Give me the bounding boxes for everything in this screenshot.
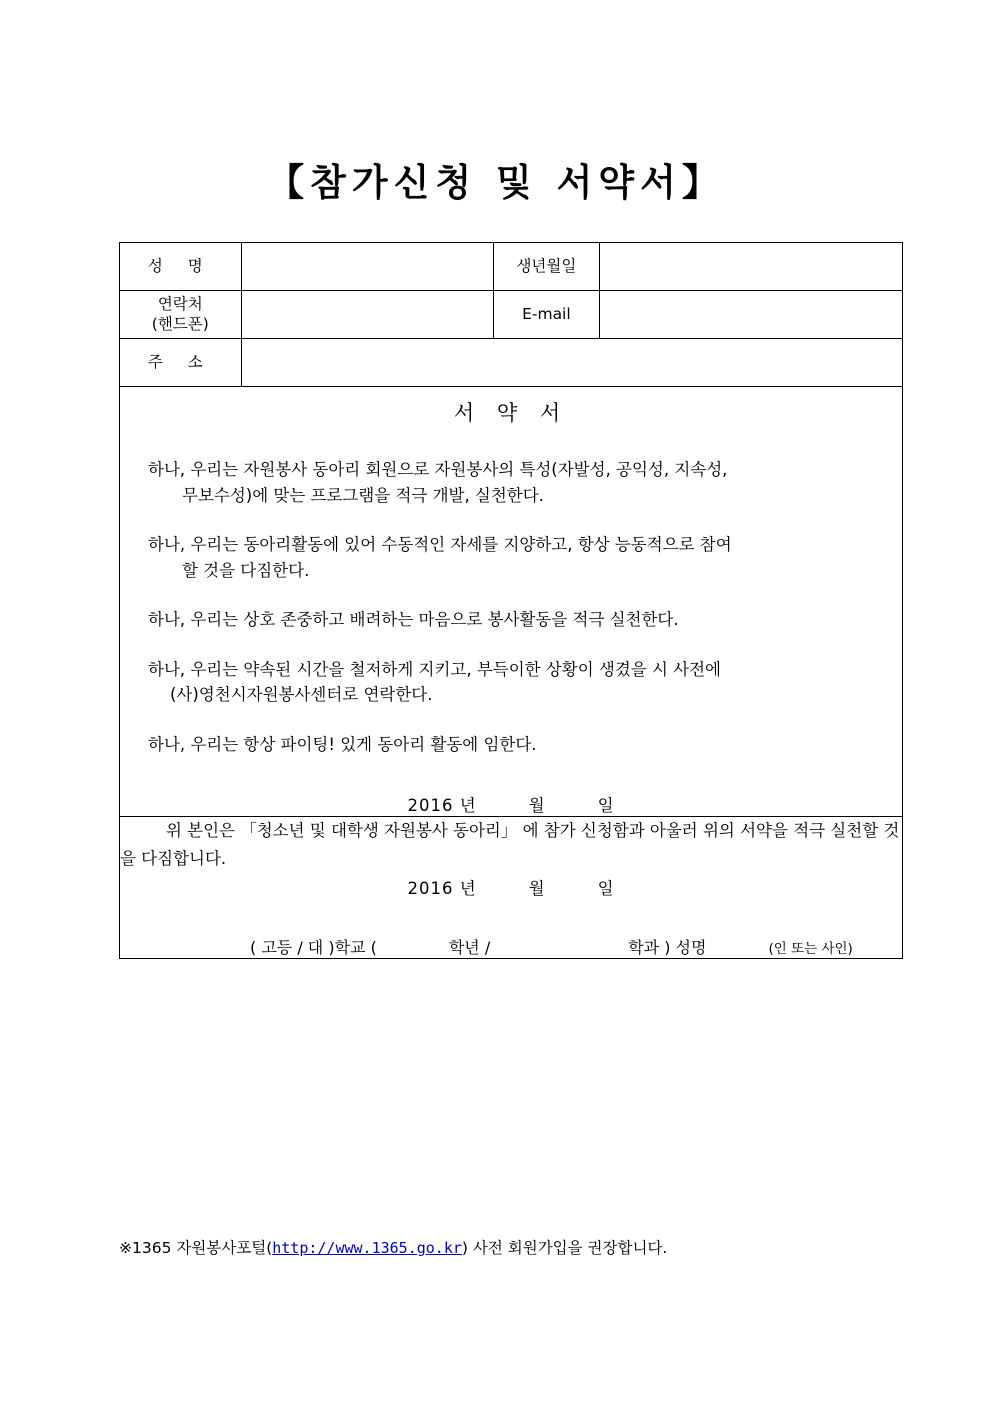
pledge-section: [120, 816, 903, 958]
table-row: [120, 339, 903, 387]
pledge-date-month: 월: [528, 878, 546, 898]
name-label: 성 명: [120, 243, 242, 291]
volunteer-portal-link[interactable]: http://www.1365.go.kr: [272, 1239, 462, 1257]
list-item: [148, 607, 862, 633]
phone-label-line1: 연락처: [157, 295, 203, 314]
pledge-date-day: 일: [597, 878, 615, 898]
oath-section-row: [120, 387, 903, 817]
name-input[interactable]: [241, 243, 493, 291]
signature-row: [120, 935, 902, 958]
footnote-suffix: ) 사전 회원가입을 권장합니다.: [461, 1239, 668, 1257]
oath-section: [120, 387, 903, 817]
phone-input[interactable]: [241, 291, 493, 339]
oath-date-day: 일: [597, 795, 615, 815]
footnote: [119, 1236, 667, 1258]
birthdate-label: 생년월일: [493, 243, 600, 291]
address-label: 주 소: [120, 339, 242, 387]
oath-item-line2: 무보수성)에 맞는 프로그램을 적극 개발, 실천한다.: [182, 485, 544, 505]
email-input[interactable]: [600, 291, 903, 339]
oath-item-line1: 하나, 우리는 항상 파이팅! 있게 동아리 활동에 임한다.: [148, 734, 537, 754]
list-item: [148, 657, 862, 708]
applicant-info-table: [119, 242, 903, 959]
oath-item-line1: 하나, 우리는 약속된 시간을 철저하게 지키고, 부득이한 상황이 생겼을 시 사전에: [148, 659, 721, 679]
oath-heading: 서 약 서: [453, 401, 569, 425]
list-item: [148, 732, 862, 758]
address-input[interactable]: [241, 339, 902, 387]
table-row: [120, 243, 903, 291]
school-field-label[interactable]: ( 고등 / 대 )학교 (: [250, 937, 377, 957]
pledge-text-line1: 위 본인은 「청소년 및 대학생 자원봉사 동아리」 에 참가 신청함과 아울러 위의 서약을: [166, 820, 788, 840]
footnote-prefix: ※1365 자원봉사포털(: [119, 1239, 273, 1257]
grade-field-label[interactable]: 학년 /: [448, 937, 491, 957]
phone-label-line2: (핸드폰): [151, 314, 209, 333]
phone-label: [120, 291, 242, 339]
pledge-date-line: [120, 875, 902, 899]
oath-item-line2: (사)영천시자원봉사센터로 연락한다.: [170, 685, 433, 705]
oath-date-line: [120, 792, 902, 816]
list-item: [148, 532, 862, 583]
pledge-date-year: 2016 년: [407, 878, 477, 898]
oath-item-line1: 하나, 우리는 자원봉사 동아리 회원으로 자원봉사의 특성(자발성, 공익성, 지속성,: [148, 460, 728, 479]
pledge-text-line2: 적극 실천할 것을 다짐합니다.: [120, 820, 900, 868]
oath-date-month: 월: [528, 795, 546, 815]
list-item: [148, 457, 862, 508]
oath-item-line2: 할 것을 다짐한다.: [182, 560, 310, 580]
seal-label: (인 또는 사인): [768, 940, 853, 957]
oath-item-line1: 하나, 우리는 상호 존중하고 배려하는 마음으로 봉사활동을 적극 실천한다.: [148, 610, 679, 630]
table-row: [120, 291, 903, 339]
department-field-label[interactable]: 학과 ) 성명: [628, 937, 707, 957]
pledge-text: [120, 817, 902, 873]
pledge-section-row: [120, 816, 903, 958]
oath-date-year: 2016 년: [407, 795, 477, 815]
oath-list: [120, 457, 902, 758]
oath-item-line1: 하나, 우리는 동아리활동에 있어 수동적인 자세를 지양하고, 항상 능동적으로 참여: [148, 535, 732, 555]
email-label: E-mail: [493, 291, 600, 339]
page-title: 【참가신청 및 서약서】: [267, 161, 725, 204]
birthdate-input[interactable]: [600, 243, 903, 291]
